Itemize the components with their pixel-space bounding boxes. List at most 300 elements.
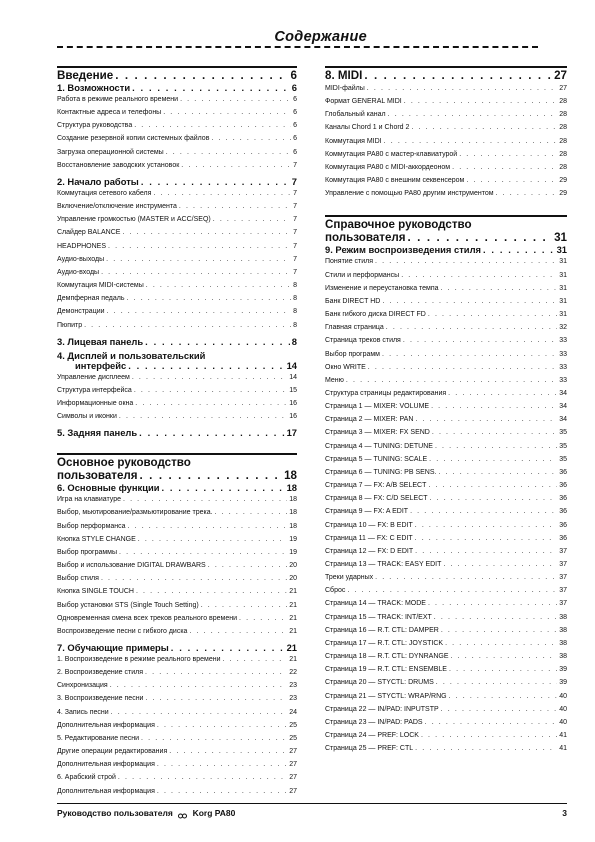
toc-entry-title: Демонстрации xyxy=(57,308,105,316)
toc-entry[interactable] xyxy=(325,426,567,439)
toc-entry-title: Страница 9 — FX: A EDIT xyxy=(325,508,409,516)
toc-entry-page: 24 xyxy=(289,708,297,716)
toc-entry-title: Выбор, мьютирование/размьютирование трека. xyxy=(57,509,213,517)
dot-leader xyxy=(435,440,557,453)
toc-entry-title: Страница 12 — FX: D EDIT xyxy=(325,547,414,555)
footer-divider xyxy=(57,803,567,804)
dot-leader xyxy=(123,493,287,506)
toc-entry-page: 41 xyxy=(559,745,567,753)
dot-leader xyxy=(108,240,291,253)
footer-text xyxy=(57,808,235,818)
dot-leader xyxy=(223,653,288,666)
chapter-heading-text: 7. Обучающие примеры xyxy=(57,642,169,653)
toc-entry-page: 6 xyxy=(293,135,297,143)
toc-entry-page: 21 xyxy=(289,627,297,635)
toc-entry[interactable] xyxy=(57,653,297,666)
toc-entry-page: 14 xyxy=(289,373,297,381)
toc-entry[interactable] xyxy=(325,361,567,374)
toc-entry-title: Управление громкостью (MASTER и ACC/SEQ) xyxy=(57,216,211,224)
toc-entry[interactable] xyxy=(325,108,567,121)
toc-entry-title: Глобальный канал xyxy=(325,111,386,119)
dot-leader xyxy=(211,132,291,145)
toc-entry-page: 7 xyxy=(293,242,297,250)
toc-entry[interactable] xyxy=(57,785,297,798)
dot-leader xyxy=(181,159,291,172)
toc-entry[interactable] xyxy=(57,371,297,384)
dot-leader xyxy=(157,719,287,732)
toc-entry[interactable] xyxy=(57,625,297,638)
toc-entry[interactable] xyxy=(57,159,297,172)
toc-entry-page: 37 xyxy=(559,547,567,555)
toc-entry[interactable] xyxy=(325,703,567,716)
title-divider xyxy=(57,46,538,48)
section-page: 31 xyxy=(554,231,567,245)
toc-entry-page: 28 xyxy=(559,137,567,145)
toc-entry[interactable] xyxy=(57,559,297,572)
toc-entry-page: 36 xyxy=(559,495,567,503)
dot-leader xyxy=(157,758,287,771)
toc-entry-page: 34 xyxy=(559,403,567,411)
dot-leader xyxy=(375,255,557,268)
toc-entry-title: Выбор программ xyxy=(325,350,380,358)
dot-leader xyxy=(189,625,287,638)
toc-entry[interactable] xyxy=(325,571,567,584)
dot-leader xyxy=(382,295,557,308)
toc-entry[interactable] xyxy=(325,650,567,663)
toc-entry-title: Понятие стиля xyxy=(325,258,374,266)
toc-entry[interactable] xyxy=(325,466,567,479)
toc-entry[interactable] xyxy=(325,174,567,187)
dot-leader xyxy=(415,519,557,532)
toc-entry-title: Синхронизация xyxy=(57,682,108,690)
toc-entry-title: Кнопка STYLE CHANGE xyxy=(57,535,136,543)
toc-entry-title: 3. Воспроизведение песни xyxy=(57,695,144,703)
toc-entry-page: 28 xyxy=(559,98,567,106)
toc-entry-title: Одновременная смена всех треков реального времени xyxy=(57,614,238,622)
toc-entry[interactable] xyxy=(325,597,567,610)
toc-entry-title: 5. Редактирование песни xyxy=(57,734,140,742)
toc-entry[interactable] xyxy=(57,719,297,732)
toc-entry[interactable] xyxy=(57,200,297,213)
toc-entry-page: 27 xyxy=(289,787,297,795)
toc-entry[interactable] xyxy=(325,637,567,650)
dot-leader xyxy=(141,176,290,187)
dot-leader xyxy=(132,371,287,384)
toc-entry-title: Страница 5 — TUNING: SCALE xyxy=(325,455,428,463)
toc-entry[interactable] xyxy=(57,305,297,318)
toc-entry[interactable] xyxy=(57,319,297,332)
toc-entry-page: 23 xyxy=(289,695,297,703)
toc-entry-page: 27 xyxy=(289,748,297,756)
toc-entry-title: Коммутация MIDI xyxy=(325,137,382,145)
chapter-heading[interactable] xyxy=(325,244,567,255)
toc-entry-title: Аудио-входы xyxy=(57,268,100,276)
toc-entry[interactable] xyxy=(325,453,567,466)
chapter-heading[interactable] xyxy=(57,351,297,371)
dot-leader xyxy=(215,506,288,519)
chapter-heading-text: 6. Основные функции xyxy=(57,482,160,494)
toc-entry-title: Главная страница xyxy=(325,324,384,332)
dot-leader xyxy=(459,148,557,161)
section-heading-line1: Основное руководство xyxy=(57,456,191,470)
toc-entry-title: Работа в режиме реального времени xyxy=(57,96,179,103)
dot-leader xyxy=(367,82,557,95)
dot-leader xyxy=(162,482,285,493)
dot-leader xyxy=(127,292,292,305)
dot-leader xyxy=(438,466,557,479)
dot-leader xyxy=(415,742,557,755)
toc-entry[interactable] xyxy=(325,492,567,505)
toc-entry[interactable] xyxy=(57,520,297,533)
toc-entry-title: Страница 6 — TUNING: PB SENS. xyxy=(325,468,437,476)
chapter-page: 14 xyxy=(286,360,297,371)
toc-entry[interactable] xyxy=(325,532,567,545)
toc-entry-title: Выбор установки STS (Single Touch Setting) xyxy=(57,601,199,609)
toc-entry[interactable] xyxy=(325,269,567,282)
toc-entry-title: Информационные окна xyxy=(57,399,134,407)
dot-leader xyxy=(368,361,557,374)
toc-entry-page: 37 xyxy=(559,574,567,582)
toc-entry[interactable] xyxy=(325,413,567,426)
section-heading[interactable] xyxy=(57,453,297,482)
chapter-heading[interactable] xyxy=(57,336,297,347)
toc-entry[interactable] xyxy=(57,679,297,692)
toc-entry-title: Страница 23 — IN/PAD: PADS xyxy=(325,718,423,726)
dot-leader xyxy=(119,410,287,423)
toc-entry-title: Дополнительная информация xyxy=(57,761,155,769)
toc-entry-title: Банк DIRECT HD xyxy=(325,297,381,305)
toc-entry-page: 34 xyxy=(559,389,567,397)
chapter-heading-line2 xyxy=(57,361,297,371)
toc-entry-title: Страница 18 — R.T. CTL: DYNRANGE xyxy=(325,653,449,661)
toc-entry-title: 2. Воспроизведение стиля xyxy=(57,669,144,677)
toc-entry-page: 28 xyxy=(559,111,567,119)
dot-leader xyxy=(431,400,557,413)
korg-logo-icon xyxy=(178,811,187,817)
dot-leader xyxy=(208,559,287,572)
toc-entry-page: 40 xyxy=(559,705,567,713)
toc-entry-page: 20 xyxy=(289,562,297,570)
toc-entry[interactable] xyxy=(57,546,297,559)
chapter-page: 21 xyxy=(286,642,297,653)
toc-entry-title: Страница 16 — R.T. CTL: DAMPER xyxy=(325,626,439,634)
toc-entry[interactable] xyxy=(325,519,567,532)
section-heading-line2 xyxy=(57,469,297,482)
dot-leader xyxy=(145,692,287,705)
toc-entry-page: 28 xyxy=(559,150,567,158)
toc-entry-title: Страница треков стиля xyxy=(325,337,401,345)
toc-entry[interactable] xyxy=(325,742,567,755)
toc-entry-page: 27 xyxy=(289,761,297,769)
dot-leader xyxy=(169,745,287,758)
dot-leader xyxy=(132,82,290,93)
dot-leader xyxy=(404,95,557,108)
toc-entry[interactable] xyxy=(325,440,567,453)
toc-entry[interactable] xyxy=(57,253,297,266)
chapter-heading[interactable] xyxy=(57,176,297,187)
dot-leader xyxy=(180,93,291,106)
toc-entry[interactable] xyxy=(57,771,297,784)
toc-entry[interactable] xyxy=(57,240,297,253)
toc-entry[interactable] xyxy=(57,410,297,423)
dot-leader xyxy=(441,282,558,295)
toc-entry-title: Коммутация MIDI-системы xyxy=(57,282,144,290)
toc-entry-page: 6 xyxy=(293,96,297,103)
chapter-heading[interactable] xyxy=(57,427,297,438)
toc-entry[interactable] xyxy=(57,493,297,506)
toc-entry-page: 18 xyxy=(289,509,297,517)
toc-entry-title: Загрузка операционной системы xyxy=(57,148,164,156)
toc-entry[interactable] xyxy=(325,558,567,571)
dot-leader xyxy=(157,785,287,798)
toc-entry[interactable] xyxy=(57,533,297,546)
dot-leader xyxy=(134,119,291,132)
toc-entry[interactable] xyxy=(325,545,567,558)
toc-entry-title: Демпферная педаль xyxy=(57,295,125,303)
section-heading-line xyxy=(57,69,297,82)
dot-leader xyxy=(428,308,557,321)
toc-entry-page: 21 xyxy=(289,656,297,663)
toc-entry-page: 8 xyxy=(293,308,297,316)
toc-entry-page: 6 xyxy=(293,148,297,156)
dot-leader xyxy=(134,384,287,397)
chapter-heading[interactable] xyxy=(57,82,297,93)
toc-entry[interactable] xyxy=(57,397,297,410)
chapter-heading[interactable] xyxy=(57,642,297,653)
toc-entry-page: 32 xyxy=(559,324,567,332)
toc-entry-title: Окно WRITE xyxy=(325,363,366,371)
chapter-page: 31 xyxy=(556,244,567,256)
chapter-heading[interactable] xyxy=(57,482,297,493)
toc-entry-title: Управление дисплеем xyxy=(57,373,130,381)
toc-entry[interactable] xyxy=(57,187,297,200)
dot-leader xyxy=(425,716,558,729)
dot-leader xyxy=(452,161,557,174)
dot-leader xyxy=(213,213,291,226)
toc-entry[interactable] xyxy=(325,334,567,347)
chapter-heading-text: 1. Возможности xyxy=(57,82,131,93)
dot-leader xyxy=(441,624,557,637)
toc-entry-page: 31 xyxy=(559,297,567,305)
toc-entry[interactable] xyxy=(57,279,297,292)
toc-entry[interactable] xyxy=(57,93,297,106)
chapter-page: 7 xyxy=(291,175,297,187)
footer-brand: Korg PA80 xyxy=(192,808,236,818)
toc-entry[interactable] xyxy=(57,119,297,132)
toc-entry[interactable] xyxy=(325,690,567,703)
toc-entry-title: Страница 3 — MIXER: FX SEND xyxy=(325,429,430,437)
toc-entry[interactable] xyxy=(57,745,297,758)
toc-entry[interactable] xyxy=(57,146,297,159)
dot-leader xyxy=(415,532,558,545)
dot-leader xyxy=(139,427,284,438)
toc-section xyxy=(57,453,297,797)
toc-entry[interactable] xyxy=(325,255,567,268)
footer-manual-name: Руководство пользователя xyxy=(57,808,173,818)
dot-leader xyxy=(403,334,557,347)
toc-entry[interactable] xyxy=(325,479,567,492)
toc-entry-page: 36 xyxy=(559,521,567,529)
toc-section xyxy=(325,66,567,200)
toc-entry-title: Страница 1 — MIXER: VOLUME xyxy=(325,403,430,411)
toc-entry-page: 8 xyxy=(293,321,297,329)
dot-leader xyxy=(239,612,287,625)
toc-entry-title: Страница 4 — TUNING: DETUNE xyxy=(325,442,433,450)
dot-leader xyxy=(449,663,557,676)
section-heading[interactable] xyxy=(325,215,567,244)
toc-entry[interactable] xyxy=(57,758,297,771)
toc-entry-title: 6. Арабский строй xyxy=(57,774,116,782)
toc-entry-page: 25 xyxy=(289,721,297,729)
toc-entry[interactable] xyxy=(325,663,567,676)
toc-entry-title: Выбор стиля xyxy=(57,575,99,583)
dot-leader xyxy=(110,679,287,692)
toc-entry[interactable] xyxy=(57,213,297,226)
dot-leader xyxy=(428,479,557,492)
toc-entry[interactable] xyxy=(325,121,567,134)
toc-entry-page: 37 xyxy=(559,600,567,608)
toc-entry[interactable] xyxy=(57,706,297,719)
toc-entry-page: 28 xyxy=(559,163,567,171)
chapter-heading-text: 3. Лицевая панель xyxy=(57,335,144,347)
toc-entry-page: 38 xyxy=(559,626,567,634)
dot-leader xyxy=(138,533,287,546)
toc-entry-title: Слайдер BALANCE xyxy=(57,229,121,237)
toc-entry[interactable] xyxy=(325,135,567,148)
dot-leader xyxy=(430,492,558,505)
toc-entry[interactable] xyxy=(325,308,567,321)
toc-entry-title: Страница 10 — FX: B EDIT xyxy=(325,521,413,529)
dot-leader xyxy=(163,106,291,119)
toc-entry-page: 39 xyxy=(559,666,567,674)
toc-entry-title: Страница 21 — STYCTL: WRAP/RNG xyxy=(325,692,447,700)
dot-leader xyxy=(466,174,557,187)
toc-entry[interactable] xyxy=(57,384,297,397)
toc-entry-page: 31 xyxy=(559,258,567,266)
toc-entry[interactable] xyxy=(325,374,567,387)
dot-leader xyxy=(411,121,557,134)
toc-entry-page: 7 xyxy=(293,255,297,263)
dot-leader xyxy=(429,453,557,466)
toc-entry-title: Страница 2 — MIXER: PAN xyxy=(325,416,414,424)
toc-entry-page: 6 xyxy=(293,109,297,117)
chapter-heading-line1: 4. Дисплей и пользовательский xyxy=(57,349,206,361)
dot-leader xyxy=(146,279,291,292)
dot-leader xyxy=(122,226,291,239)
dot-leader xyxy=(415,545,557,558)
toc-entry-page: 36 xyxy=(559,482,567,490)
toc-entry[interactable] xyxy=(325,584,567,597)
toc-entry[interactable] xyxy=(57,612,297,625)
toc-entry[interactable] xyxy=(325,505,567,518)
toc-entry[interactable] xyxy=(57,666,297,679)
section-heading[interactable] xyxy=(57,66,297,82)
toc-entry[interactable] xyxy=(57,732,297,745)
toc-entry-page: 6 xyxy=(293,122,297,130)
toc-entry-page: 27 xyxy=(559,85,567,92)
toc-entry[interactable] xyxy=(57,292,297,305)
toc-entry-title: Дополнительная информация xyxy=(57,787,155,795)
section-page: 6 xyxy=(290,69,297,82)
toc-entry-title: Кнопка SINGLE TOUCH xyxy=(57,588,134,596)
toc-entry-page: 36 xyxy=(559,468,567,476)
section-gap xyxy=(325,200,567,215)
toc-entry[interactable] xyxy=(325,611,567,624)
section-heading-text: Введение xyxy=(57,69,114,82)
toc-entry-title: Аудио-выходы xyxy=(57,255,105,263)
dot-leader xyxy=(451,650,558,663)
toc-entry[interactable] xyxy=(325,82,567,95)
toc-entry[interactable] xyxy=(57,599,297,612)
section-heading[interactable] xyxy=(325,66,567,82)
page-title: Содержание xyxy=(274,29,367,45)
chapter-page: 17 xyxy=(286,427,297,439)
dot-leader xyxy=(443,558,557,571)
dot-leader xyxy=(449,690,558,703)
toc-entry[interactable] xyxy=(57,226,297,239)
toc-entry[interactable] xyxy=(325,624,567,637)
toc-entry[interactable] xyxy=(57,506,297,519)
section-page: 18 xyxy=(284,469,297,483)
dot-leader xyxy=(428,597,557,610)
toc-entry-title: Изменение и переустановка темпа xyxy=(325,284,439,292)
toc-entry-page: 35 xyxy=(559,429,567,437)
dot-leader xyxy=(386,321,557,334)
toc-entry-page: 29 xyxy=(559,190,567,198)
toc-entry[interactable] xyxy=(325,148,567,161)
dot-leader xyxy=(171,642,285,653)
toc-entry[interactable] xyxy=(325,321,567,334)
toc-entry-page: 19 xyxy=(289,535,297,543)
toc-entry-page: 7 xyxy=(293,229,297,237)
toc-entry-title: Выбор программы xyxy=(57,548,118,556)
dot-leader xyxy=(128,361,284,371)
toc-entry[interactable] xyxy=(325,295,567,308)
toc-entry[interactable] xyxy=(57,692,297,705)
toc-entry-title: 4. Запись песни xyxy=(57,708,109,716)
toc-entry-page: 15 xyxy=(289,386,297,394)
toc-entry-page: 35 xyxy=(559,455,567,463)
toc-entry-title: Воспроизведение песни с гибкого диска xyxy=(57,627,188,635)
dot-leader xyxy=(111,706,288,719)
toc-entry[interactable] xyxy=(325,187,567,200)
toc-entry[interactable] xyxy=(57,106,297,119)
toc-entry-title: Выбор и использование DIGITAL DRAWBARS xyxy=(57,562,206,570)
toc-entry[interactable] xyxy=(325,387,567,400)
toc-entry-page: 31 xyxy=(559,284,567,292)
toc-entry-title: Символы и иконки xyxy=(57,413,117,421)
toc-entry[interactable] xyxy=(325,348,567,361)
toc-entry[interactable] xyxy=(57,266,297,279)
toc-entry-page: 31 xyxy=(559,271,567,279)
toc-entry[interactable] xyxy=(57,132,297,145)
toc-left-column xyxy=(57,66,297,798)
dot-leader xyxy=(408,231,553,244)
toc-entry[interactable] xyxy=(57,585,297,598)
toc-entry[interactable] xyxy=(325,729,567,742)
chapter-page: 6 xyxy=(291,82,297,93)
dot-leader xyxy=(119,546,287,559)
toc-entry[interactable] xyxy=(325,400,567,413)
toc-entry-page: 31 xyxy=(559,311,567,319)
toc-entry[interactable] xyxy=(325,95,567,108)
toc-entry[interactable] xyxy=(325,282,567,295)
toc-entry[interactable] xyxy=(325,716,567,729)
toc-entry[interactable] xyxy=(325,161,567,174)
toc-entry[interactable] xyxy=(57,572,297,585)
dot-leader xyxy=(135,397,287,410)
toc-entry[interactable] xyxy=(325,676,567,689)
